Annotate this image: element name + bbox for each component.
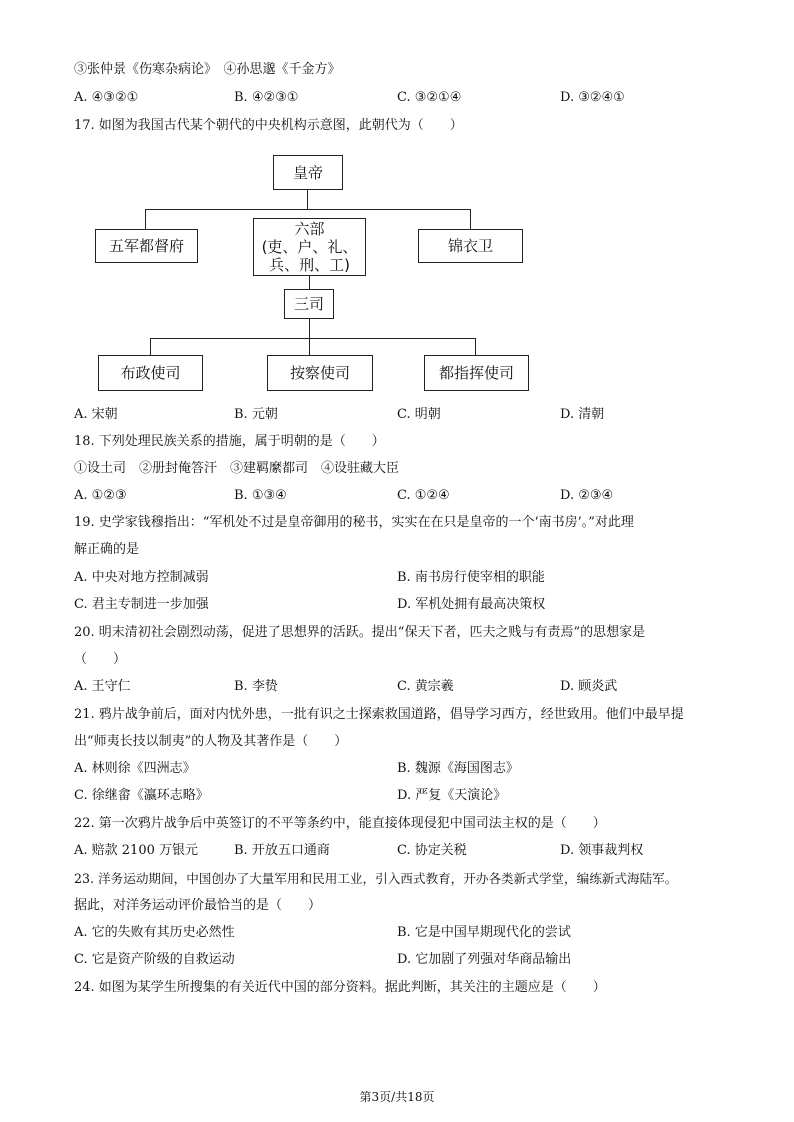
q22-option-a: A. 赔款 2100 万银元 (74, 843, 199, 858)
q20-option-c: C. 黄宗羲 (397, 679, 454, 694)
q22-stem: 22. 第一次鸦片战争后中英签订的不平等条约中，能直接体现侵犯中国司法主权的是（ ） (74, 816, 606, 831)
diagram-connector (309, 338, 310, 355)
q20-stem-line2: （ ） (74, 652, 127, 667)
q18-option-b: B. ①③④ (234, 488, 287, 503)
diagram-three-departments: 三司 (284, 289, 334, 319)
q18-option-d: D. ②③④ (560, 488, 614, 503)
q20-option-d: D. 顾炎武 (560, 679, 618, 694)
q17-option-b: B. 元朝 (234, 407, 278, 422)
diagram-jinyiwei: 锦衣卫 (418, 229, 523, 263)
q17-stem: 17. 如图为我国古代某个朝代的中央机构示意图，此朝代为（ ） (74, 118, 463, 133)
q21-stem-line2: 出“师夷长技以制夷”的人物及其著作是（ ） (74, 734, 348, 749)
diagram-buzheng: 布政使司 (98, 355, 203, 391)
diagram-connector (150, 338, 476, 339)
q23-option-b: B. 它是中国早期现代化的尝试 (397, 925, 571, 940)
q24-stem: 24. 如图为某学生所搜集的有关近代中国的部分资料。据此判断，其关注的主题应是（ ） (74, 980, 606, 995)
q23-option-a: A. 它的失败有其历史必然性 (74, 925, 235, 940)
q20-stem-line1: 20. 明末清初社会剧烈动荡，促进了思想界的活跃。提出“保天下者，匹夫之贱与有责焉”的思想家是 (74, 625, 646, 640)
diagram-connector (470, 209, 471, 229)
q19-option-d: D. 军机处拥有最高决策权 (397, 597, 546, 612)
q19-option-b: B. 南书房行使宰相的职能 (397, 570, 545, 585)
diagram-connector (145, 209, 146, 229)
page-footer: 第3页/共18页 (359, 1090, 435, 1104)
q23-option-d: D. 它加剧了列强对华商品输出 (397, 952, 572, 967)
q17-option-a: A. 宋朝 (74, 407, 118, 422)
q19-option-c: C. 君主专制进一步加强 (74, 597, 209, 612)
diagram-emperor: 皇帝 (273, 155, 343, 190)
q16-option-b: B. ④②③① (234, 90, 299, 105)
q16-option-c: C. ③②①④ (397, 90, 462, 105)
six-ministries-line1: (吏、户、礼、 (261, 238, 358, 256)
q16-option-d: D. ③②④① (560, 90, 625, 105)
diagram-connector (309, 276, 310, 289)
q19-stem-line1: 19. 史学家钱穆指出：“军机处不过是皇帝御用的秘书，实实在在只是皇帝的一个‘南书房’。”对此理 (74, 515, 634, 530)
q16-option-a: A. ④③②① (74, 90, 139, 105)
q21-stem-line1: 21. 鸦片战争前后，面对内忧外患，一批有识之士探索救国道路，倡导学习西方，经世致用。他们中最早提 (74, 707, 684, 722)
diagram-duzhihui: 都指挥使司 (424, 355, 529, 391)
q22-option-b: B. 开放五口通商 (234, 843, 330, 858)
six-ministries-line2: 兵、刑、工) (269, 256, 350, 274)
q19-option-a: A. 中央对地方控制减弱 (74, 570, 209, 585)
diagram-connector (307, 190, 308, 209)
diagram-connector (475, 338, 476, 355)
diagram-connector (145, 209, 471, 210)
diagram-five-armies: 五军都督府 (95, 229, 198, 263)
q21-option-c: C. 徐继畲《瀛环志略》 (74, 788, 209, 803)
q17-option-c: C. 明朝 (397, 407, 441, 422)
q20-option-a: A. 王守仁 (74, 679, 131, 694)
diagram-connector (309, 319, 310, 338)
q21-option-a: A. 林则徐《四洲志》 (74, 761, 196, 776)
q18-items: ①设土司 ②册封俺答汗 ③建羁縻都司 ④设驻藏大臣 (74, 461, 400, 476)
q17-option-d: D. 清朝 (560, 407, 605, 422)
diagram-six-ministries (253, 218, 366, 276)
six-ministries-title: 六部 (294, 220, 325, 238)
q23-stem-line2: 据此，对洋务运动评价最恰当的是（ ） (74, 898, 322, 913)
q18-option-c: C. ①②④ (397, 488, 450, 503)
q23-stem-line1: 23. 洋务运动期间，中国创办了大量军用和民用工业，引入西式教育，开办各类新式学堂，编练新式海陆军。 (74, 871, 678, 886)
q16-items: ③张仲景《伤寒杂病论》 ④孙思邈《千金方》 (74, 62, 341, 77)
q20-option-b: B. 李贽 (234, 679, 278, 694)
q21-option-b: B. 魏源《海国图志》 (397, 761, 519, 776)
q22-option-d: D. 领事裁判权 (560, 843, 644, 858)
q23-option-c: C. 它是资产阶级的自救运动 (74, 952, 235, 967)
q19-stem-line2: 解正确的是 (74, 542, 140, 557)
q21-option-d: D. 严复《天演论》 (397, 788, 507, 803)
diagram-connector (150, 338, 151, 355)
q18-stem: 18. 下列处理民族关系的措施，属于明朝的是（ ） (74, 434, 385, 449)
q22-option-c: C. 协定关税 (397, 843, 467, 858)
diagram-ancha: 按察使司 (267, 355, 373, 391)
q18-option-a: A. ①②③ (74, 488, 127, 503)
